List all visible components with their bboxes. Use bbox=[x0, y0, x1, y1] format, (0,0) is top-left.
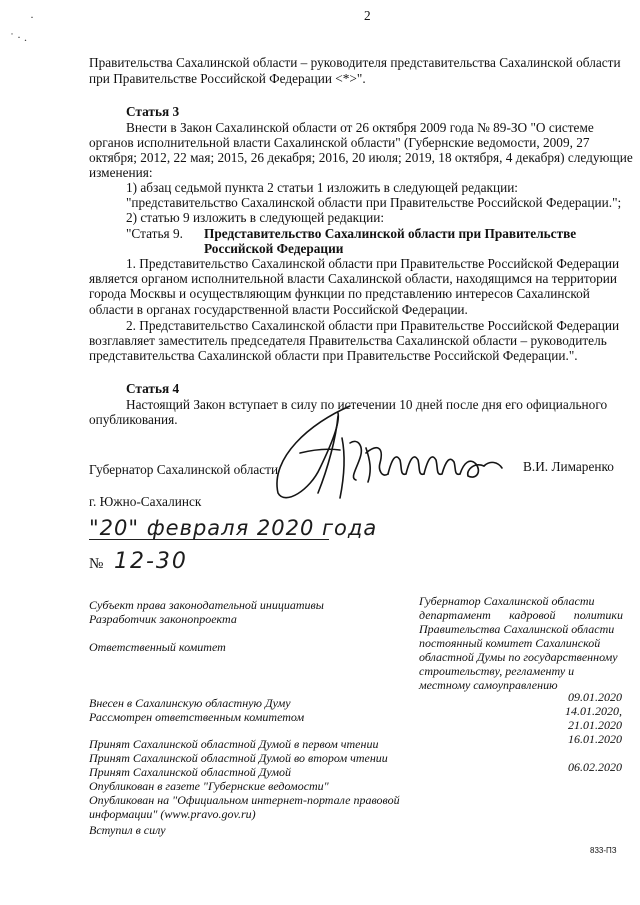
meta-value: Губернатор Сахалинской области bbox=[419, 594, 595, 608]
meta-date: 06.02.2020 bbox=[568, 760, 622, 774]
meta-date: 09.01.2020 bbox=[568, 690, 622, 704]
article-9-prefix: "Статья 9. bbox=[126, 226, 183, 241]
article-9-title: Российской Федерации bbox=[204, 241, 344, 256]
text-line: является органом исполнительной власти Сахалинской области, находящимся на территории bbox=[89, 271, 618, 286]
meta-label: Рассмотрен ответственным комитетом bbox=[89, 710, 305, 724]
meta-date: 21.01.2020 bbox=[568, 718, 622, 732]
meta-value: департамент кадровой политики bbox=[419, 608, 623, 622]
text-line: изменения: bbox=[89, 165, 153, 180]
meta-value: местному самоуправлению bbox=[419, 678, 558, 692]
date-underline bbox=[89, 539, 329, 540]
article-4-heading: Статья 4 bbox=[126, 381, 180, 396]
meta-date: 16.01.2020 bbox=[568, 732, 622, 746]
text-line: области в органах государственной власти Российской Федерации. bbox=[89, 302, 468, 317]
text-line: опубликования. bbox=[89, 412, 178, 427]
scan-speck: ˙ · . bbox=[10, 30, 27, 44]
meta-label: Вступил в силу bbox=[89, 823, 166, 837]
text-line: Внести в Закон Сахалинской области от 26 октября 2009 года № 89-ЗО "О системе bbox=[126, 120, 594, 135]
scan-speck: · bbox=[30, 10, 34, 24]
article-9-title: Представительство Сахалинской области при Правительстве bbox=[204, 226, 577, 241]
meta-label: Ответственный комитет bbox=[89, 640, 226, 654]
meta-date: 14.01.2020, bbox=[565, 704, 622, 718]
meta-label: Опубликован в газете "Губернские ведомости" bbox=[89, 779, 329, 793]
text-line: представительства Сахалинской области при Правительстве Российской Федерации.". bbox=[89, 348, 578, 363]
meta-value: областной Думы по государственному bbox=[419, 650, 618, 664]
text-line: органов исполнительной власти Сахалинской области" (Губернские ведомости, 2009, 27 bbox=[89, 135, 590, 150]
meta-label: Опубликован на "Официальном интернет-портале правовой bbox=[89, 793, 400, 807]
text-line: 2) статью 9 изложить в следующей редакции: bbox=[126, 210, 385, 225]
meta-label: информации" (www.pravo.gov.ru) bbox=[89, 807, 256, 821]
date-handwritten: "20" февраля 2020 года bbox=[89, 516, 378, 540]
text-line: Правительства Сахалинской области – руководителя представительства Сахалинской области bbox=[89, 55, 621, 70]
text-line: при Правительстве Российской Федерации <*>". bbox=[89, 71, 366, 86]
governor-name: В.И. Лимаренко bbox=[523, 459, 614, 474]
text-line: города Москвы и осуществляющим функции по представлению интересов Сахалинской bbox=[89, 286, 590, 301]
meta-value: постоянный комитет Сахалинской bbox=[419, 636, 601, 650]
footer-code: 833-ПЗ bbox=[590, 846, 617, 855]
text-line: октября; 2012, 22 мая; 2015, 26 декабря; 2016, 20 июля; 2019, 18 октября, 4 декабря) следующие bbox=[89, 150, 633, 165]
text-line: 2. Представительство Сахалинской области при Правительстве Российской Федерации bbox=[126, 318, 620, 333]
article-3-heading: Статья 3 bbox=[126, 104, 180, 119]
text-line: "представительство Сахалинской области при Правительстве Российской Федерации."; bbox=[126, 195, 622, 210]
number-prefix: № bbox=[89, 556, 104, 572]
text-line: 1) абзац седьмой пункта 2 статьи 1 изложить в следующей редакции: bbox=[126, 180, 519, 195]
governor-title: Губернатор Сахалинской области bbox=[89, 462, 279, 477]
text-line: 1. Представительство Сахалинской области при Правительстве Российской Федерации bbox=[126, 256, 620, 271]
text-line: Настоящий Закон вступает в силу по истечении 10 дней после дня его официального bbox=[126, 397, 608, 412]
handwritten-signature bbox=[240, 398, 515, 506]
number-handwritten: 12-30 bbox=[114, 549, 188, 574]
meta-value: Правительства Сахалинской области bbox=[419, 622, 615, 636]
meta-label: Принят Сахалинской областной Думой bbox=[89, 765, 292, 779]
city: г. Южно-Сахалинск bbox=[89, 494, 202, 509]
meta-label: Принят Сахалинской областной Думой во втором чтении bbox=[89, 751, 388, 765]
meta-label: Субъект права законодательной инициативы bbox=[89, 598, 324, 612]
meta-value: строительству, регламенту и bbox=[419, 664, 575, 678]
text-line: возглавляет заместитель председателя Правительства Сахалинской области – руководитель bbox=[89, 333, 607, 348]
page-number: 2 bbox=[364, 8, 371, 23]
meta-label: Внесен в Сахалинскую областную Думу bbox=[89, 696, 291, 710]
meta-label: Принят Сахалинской областной Думой в первом чтении bbox=[89, 737, 379, 751]
meta-label: Разработчик законопроекта bbox=[89, 612, 237, 626]
